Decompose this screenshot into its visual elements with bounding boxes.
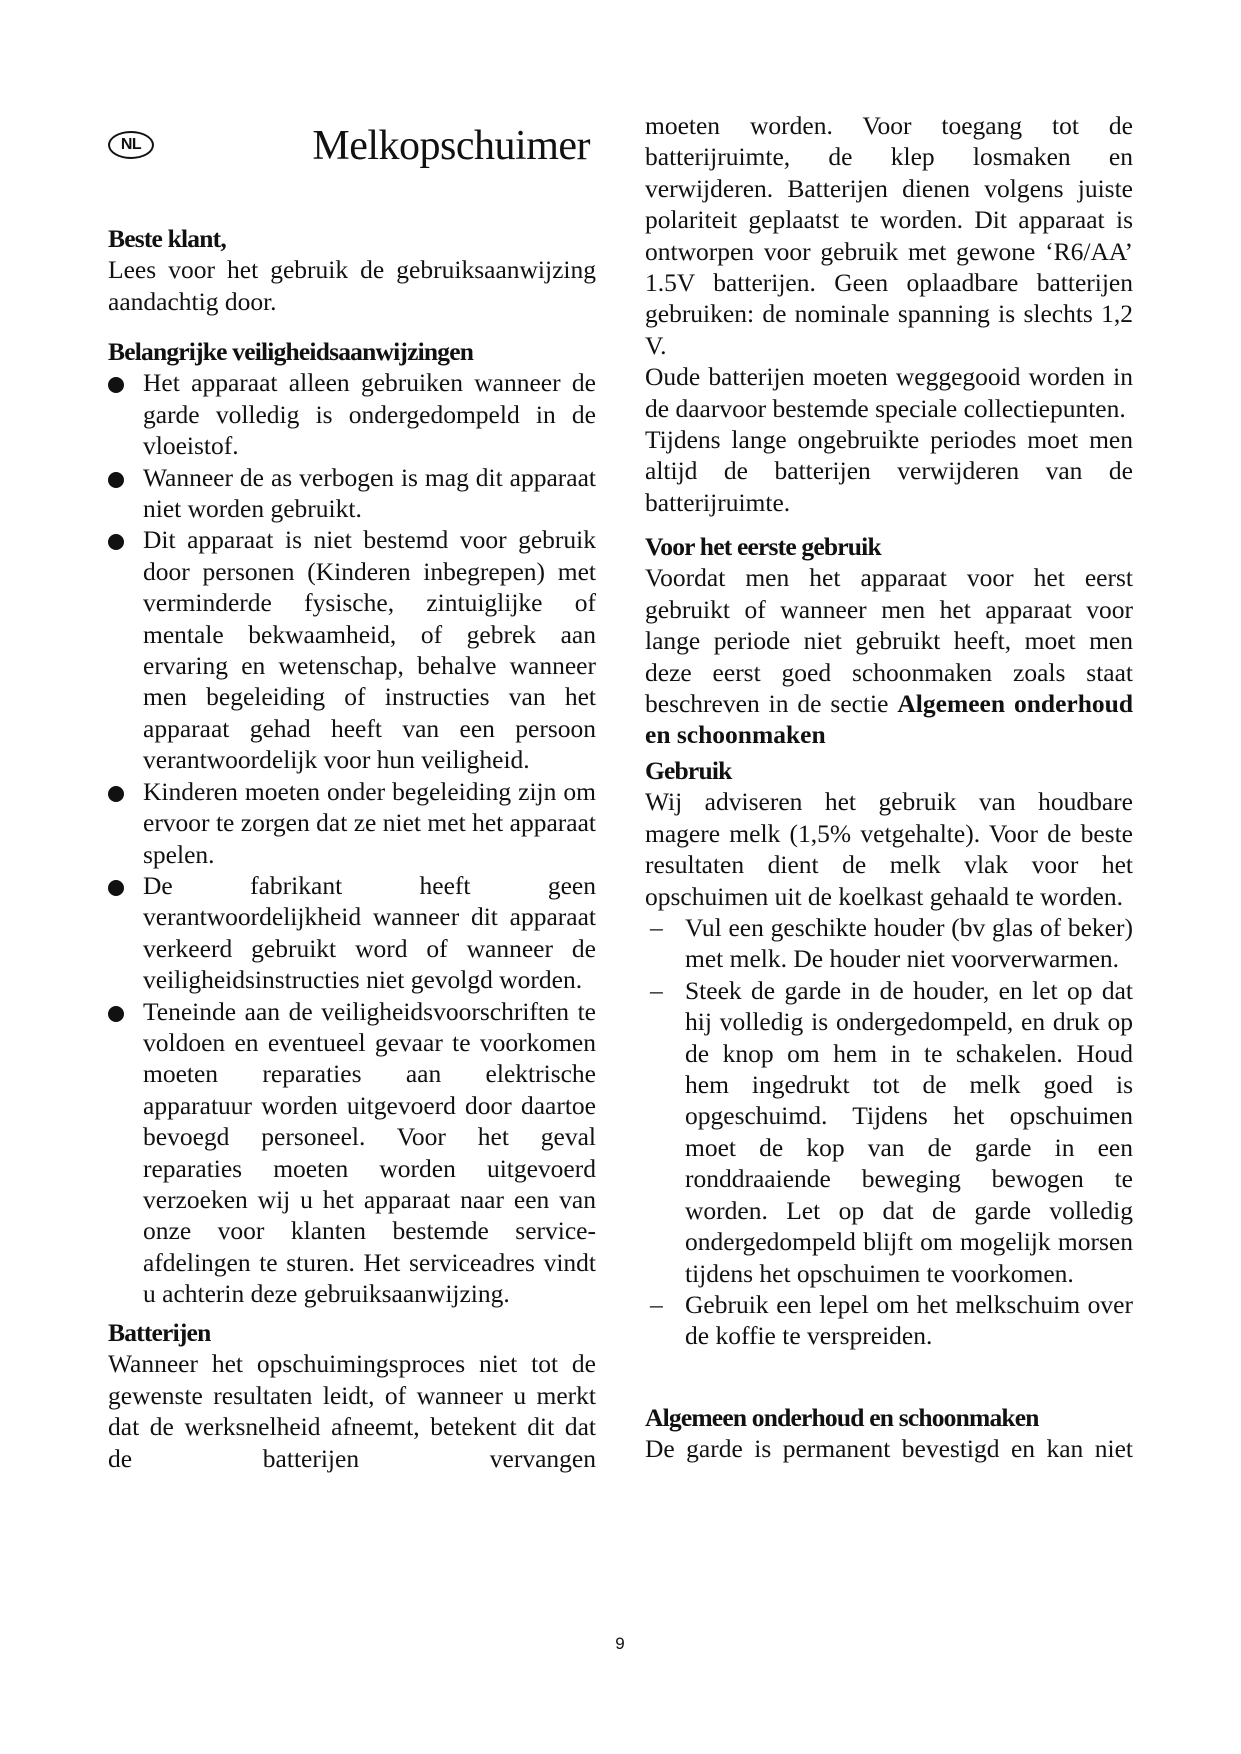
safety-item-text: Wanneer de as verbogen is mag dit apparaat niet worden gebruikt.: [143, 462, 596, 524]
greeting-heading: Beste klant,: [108, 224, 226, 253]
page-number: 9: [615, 1634, 625, 1653]
page-title: Melkopschuimer: [312, 123, 590, 169]
batteries-paragraph-3: Tijdens lange ongebruikte periodes moet men altijd de batterijen verwijderen van de batterijruimte.: [645, 425, 1133, 517]
first-use-text: [645, 562, 1133, 750]
first-use-section-reference: Algemeen onderhoud en schoonmaken: [645, 689, 1133, 750]
safety-list: [108, 367, 596, 1309]
safety-item: [108, 996, 596, 1310]
safety-item: [108, 870, 596, 996]
first-use-heading: Voor het eerste gebruik: [645, 532, 881, 561]
safety-item: [108, 462, 596, 525]
usage-step-text: Vul een geschikte houder (bv glas of beker) met melk. De houder niet voorverwarmen.: [685, 913, 1133, 974]
safety-item-text: De fabrikant heeft geen verantwoordelijkheid wanneer dit apparaat verkeerd gebruikt word of wanneer de veiligheidsinstructies niet gevolgd worden.: [143, 870, 596, 995]
usage-section: [645, 755, 1133, 1352]
batteries-text: Wanneer het opschuimingsproces niet tot de gewenste resultaten leidt, of wanneer u merkt dat de werksnelheid afneemt, betekent dit dat de batterijen vervangen: [108, 1349, 596, 1473]
batteries-continued-section: [645, 110, 1133, 518]
maintenance-section: [645, 1402, 1133, 1465]
bullet-icon: [108, 880, 124, 896]
safety-item-text: Het apparaat alleen gebruiken wanneer de garde volledig is ondergedompeld in de vloeistof.: [143, 368, 596, 461]
bullet-icon: [108, 472, 124, 488]
batteries-heading: Batterijen: [108, 1318, 211, 1347]
first-use-body: Voordat men het apparaat voor het eerst gebruikt of wanneer men het apparaat voor lange periode niet gebruikt heeft, moet men deze eerst goed schoonmaken zoals staat beschreven in de sectie: [645, 563, 1133, 719]
dash-icon: –: [650, 975, 663, 1005]
safety-section: [108, 336, 596, 1310]
usage-text: Wij adviseren het gebruik van houdbare magere melk (1,5% vetgehalte). Voor de beste resultaten dient de melk vlak voor het opschuimen uit de koelkast gehaald te worden.: [645, 787, 1133, 911]
maintenance-text: De garde is permanent bevestigd en kan niet: [645, 1434, 1133, 1464]
batteries-section: [108, 1317, 596, 1474]
bullet-icon: [108, 1006, 124, 1022]
bullet-icon: [108, 534, 124, 550]
bullet-icon: [108, 786, 124, 802]
first-use-section: [645, 531, 1133, 751]
language-badge-nl: NL: [108, 131, 154, 159]
bullet-icon: [108, 377, 124, 393]
usage-step: [645, 1289, 1133, 1352]
safety-item-text: Dit apparaat is niet bestemd voor gebruik door personen (Kinderen inbegrepen) met verminderde fysische, zintuiglijke of mentale bekwaamheid, of gebrek aan ervaring en wetenschap, behalve wanneer men begeleiding of instructies van het apparaat gehad heeft van een persoon verantwoordelijk voor hun veiligheid.: [143, 525, 596, 775]
batteries-paragraph-2: Oude batterijen moeten weggegooid worden in de daarvoor bestemde speciale collectiepunten.: [645, 362, 1133, 423]
safety-item-text: Teneinde aan de veiligheidsvoorschriften te voldoen en eventueel gevaar te voorkomen moeten reparaties aan elektrische apparatuur worden uitgevoerd door daartoe bevoegd personeel. Voor het geval reparaties moeten worden uitgevoerd verzoeken wij u het apparaat naar een van onze voor klanten bestemde service-afdelingen te sturen. Het serviceadres vindt u achterin deze gebruiksaanwijzing.: [143, 996, 596, 1309]
dash-icon: –: [650, 1289, 663, 1319]
usage-steps: [645, 912, 1133, 1352]
safety-item: [108, 367, 596, 461]
safety-heading: Belangrijke veiligheidsaanwijzingen: [108, 337, 474, 366]
usage-step-text: Gebruik een lepel om het melkschuim over de koffie te verspreiden.: [685, 1289, 1133, 1351]
safety-item: [108, 776, 596, 870]
greeting-section: [108, 223, 596, 317]
usage-step-text: Steek de garde in de houder, en let op dat hij volledig is ondergedompeld, en druk op de knop om hem in te schakelen. Houd hem ingedrukt tot de melk goed is opgeschuimd. Tijdens het opschuimen moet de kop van de garde in een ronddraaiende beweging bewogen te worden. Let op dat de garde volledig ondergedompeld blijft om mogelijk morsen tijdens het opschuimen te voorkomen.: [685, 975, 1133, 1288]
batteries-paragraph-1: moeten worden. Voor toegang tot de batterijruimte, de klep losmaken en verwijderen. Batterijen dienen volgens juiste polariteit geplaatst te worden. Dit apparaat is ontworpen voor gebruik met gewone ‘R6/AA’ 1.5V batterijen. Geen oplaadbare batterijen gebruiken: de nominale spanning is slechts 1,2 V.: [645, 111, 1133, 360]
maintenance-heading: Algemeen onderhoud en schoonmaken: [645, 1403, 1039, 1432]
greeting-text: Lees voor het gebruik de gebruiksaanwijzing aandachtig door.: [108, 255, 596, 316]
safety-item-text: Kinderen moeten onder begeleiding zijn om ervoor te zorgen dat ze niet met het apparaat spelen.: [143, 776, 596, 869]
usage-step: [645, 975, 1133, 1289]
usage-heading: Gebruik: [645, 756, 732, 785]
usage-step: [645, 912, 1133, 975]
safety-item: [108, 524, 596, 775]
dash-icon: –: [650, 913, 663, 943]
